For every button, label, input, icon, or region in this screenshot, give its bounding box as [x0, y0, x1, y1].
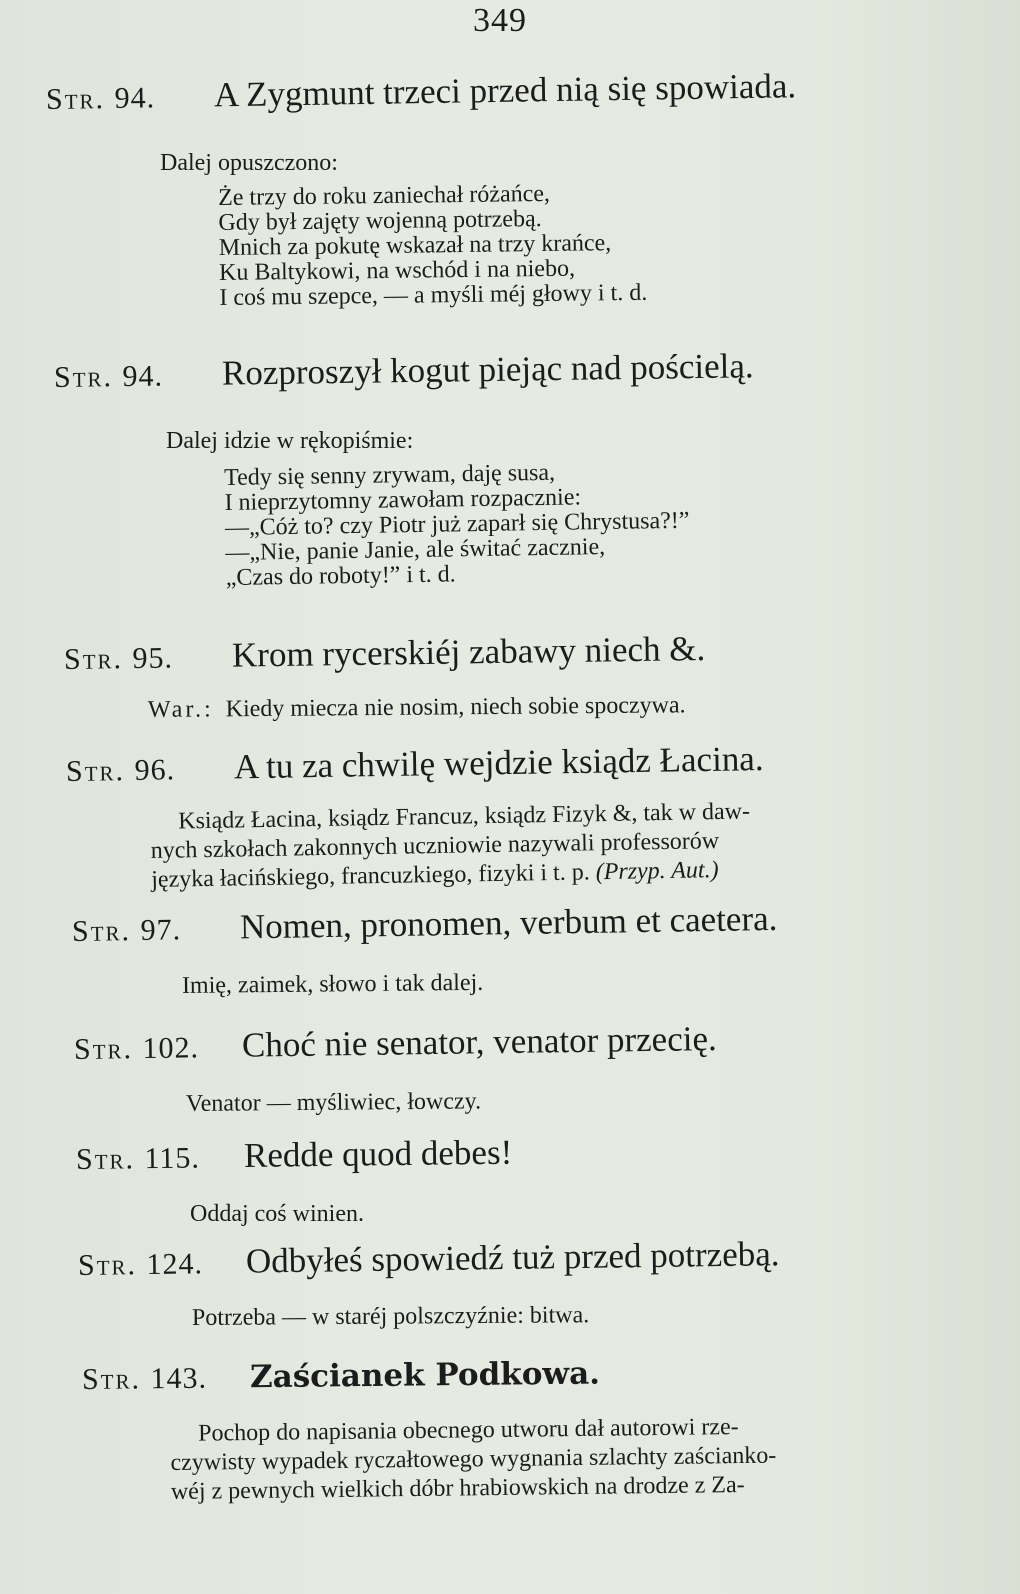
headword: Redde quod debes! — [243, 1132, 513, 1175]
verse-quote — [224, 459, 690, 591]
paragraph-line: czywisty wypadek ryczałtowego wygnania szlachty zaścianko- — [170, 1442, 777, 1476]
headword: Rozproszył kogut piejąc nad pościelą. — [221, 346, 754, 393]
paragraph-line: Ksiądz Łacina, ksiądz Francuz, ksiądz Fizyk &, tak w daw- — [178, 798, 751, 835]
headword: Odbyłeś spowiedź tuż przed potrzebą. — [245, 1234, 780, 1281]
headword: Choć nie senator, venator przecię. — [241, 1019, 717, 1065]
verse-line: —„Nie, panie Janie, ale świtać zacznie, — [225, 534, 606, 566]
verse-line: Że trzy do roku zaniechał różańce, — [217, 180, 551, 211]
variant-label: War.: — [147, 696, 214, 723]
verse-line: Ku Baltykowi, na wschód i na niebo, — [218, 255, 576, 286]
page-reference: Str. 97. — [71, 913, 182, 948]
entry-heading — [54, 346, 754, 396]
commentary-paragraph — [150, 795, 891, 895]
headword: Krom rycerskiéj zabawy niech &. — [231, 629, 706, 675]
gloss: Imię, zaimek, słowo i tak dalej. — [181, 969, 484, 999]
commentary-paragraph — [170, 1411, 911, 1507]
verse-line: I nieprzytomny zawołam rozpacznie: — [224, 484, 582, 516]
gloss: Potrzeba — w staréj polszczyźnie: bitwa. — [191, 1302, 590, 1331]
page-reference: Str. 102. — [73, 1031, 200, 1066]
paragraph-line: wéj z pewnych wielkich dóbr hrabiowskich na drodze z Za- — [170, 1471, 745, 1505]
gloss: Venator — myśliwiec, łowczy. — [185, 1088, 482, 1117]
headword: A Zygmunt trzeci przed nią się spowiada. — [213, 66, 797, 115]
entry-heading — [76, 1133, 513, 1178]
variant-reading — [148, 692, 686, 724]
author-note: (Przyp. Aut.) — [595, 857, 719, 886]
verse-line: Gdy był zajęty wojenną potrzebą. — [218, 206, 542, 236]
page-reference: Str. 124. — [77, 1247, 204, 1282]
entry-heading — [72, 899, 778, 950]
entry-intro: Dalej opuszczono: — [160, 150, 338, 176]
paragraph-line: nych szkołach zakonnych uczniowie nazywali professorów — [150, 828, 720, 864]
headword: Zaścianek Podkowa. — [249, 1355, 601, 1396]
gloss: Oddaj coś winien. — [190, 1201, 364, 1227]
verse-line: —„Cóż to? czy Piotr już zaparł się Chrystusa?!” — [224, 507, 690, 541]
paragraph-line: języka łacińskiego, francuzkiego, fizyki i t. p. (Przyp. Aut.) — [151, 857, 719, 893]
entry-heading — [78, 1234, 780, 1284]
headword: A tu za chwilę wejdzie ksiądz Łacina. — [233, 739, 764, 787]
entry-heading — [82, 1353, 600, 1398]
page-reference: Str. 94. — [45, 81, 156, 116]
page-reference: Str. 115. — [75, 1141, 201, 1176]
variant-text: Kiedy miecza nie nosim, niech sobie spoczywa. — [225, 692, 686, 723]
headword: Nomen, pronomen, verbum et caetera. — [239, 898, 778, 947]
page-reference: Str. 95. — [63, 641, 174, 676]
paragraph-line: Pochop do napisania obecnego utworu dał autorowi rze- — [198, 1414, 739, 1447]
entry-intro: Dalej idzie w rękopiśmie: — [166, 428, 414, 454]
verse-quote — [218, 181, 647, 311]
page-reference: Str. 143. — [81, 1361, 208, 1396]
page-reference: Str. 94. — [53, 359, 164, 394]
entry-heading — [64, 629, 706, 678]
page-number: 349 — [473, 2, 527, 39]
page-reference: Str. 96. — [65, 753, 176, 788]
entry-heading — [74, 1019, 717, 1068]
verse-line: I coś mu szepce, — a myśli méj głowy i t. d. — [219, 279, 648, 311]
verse-line: Mnich za pokutę wskazał na trzy krańce, — [218, 230, 612, 261]
verse-line: Tedy się senny zrywam, daję susa, — [223, 459, 556, 491]
entry-heading — [66, 739, 764, 790]
verse-line: „Czas do roboty!” i t. d. — [225, 561, 456, 591]
entry-heading — [46, 66, 797, 118]
